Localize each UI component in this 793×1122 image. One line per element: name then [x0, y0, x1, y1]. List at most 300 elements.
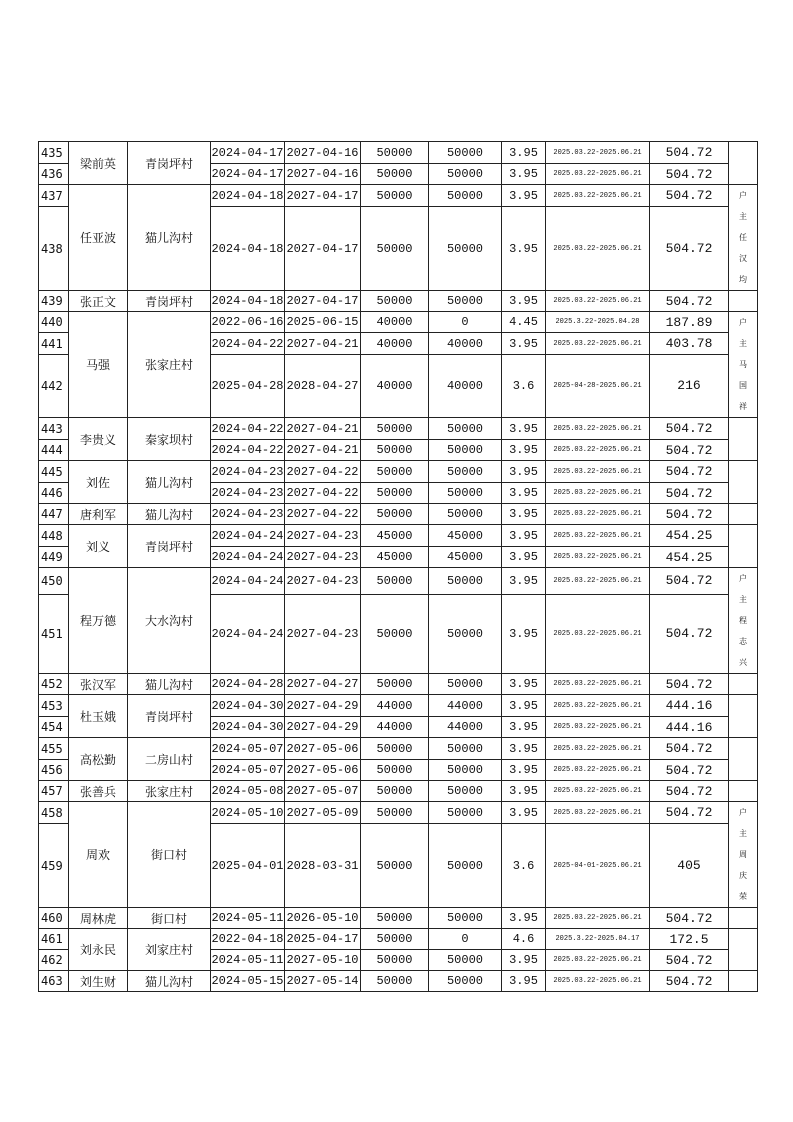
remark-char: 主 — [739, 212, 747, 221]
loan-amount-cell: 50000 — [361, 674, 429, 695]
end-date-cell: 2027-04-17 — [285, 207, 361, 291]
loan-amount-cell: 50000 — [361, 594, 429, 673]
end-date-cell: 2027-04-27 — [285, 674, 361, 695]
row-number-cell: 444 — [39, 440, 69, 461]
balance-cell: 0 — [429, 929, 502, 950]
remark-char: 周 — [739, 850, 747, 859]
end-date-cell: 2027-04-21 — [285, 333, 361, 354]
interest-amount-cell: 504.72 — [650, 594, 729, 673]
rate-cell: 3.95 — [502, 504, 546, 525]
rate-cell: 3.95 — [502, 781, 546, 802]
end-date-cell: 2027-04-22 — [285, 483, 361, 504]
start-date-cell: 2024-04-22 — [211, 440, 285, 461]
interest-period-cell: 2025.03.22-2025.06.21 — [546, 504, 650, 525]
remark-char: 户 — [739, 574, 747, 583]
rate-cell: 3.95 — [502, 738, 546, 760]
rate-cell: 3.95 — [502, 333, 546, 354]
interest-amount-cell: 403.78 — [650, 333, 729, 354]
village-cell: 青岗坪村 — [128, 142, 211, 185]
table-row — [39, 802, 758, 824]
remark-char: 户 — [739, 318, 747, 327]
start-date-cell: 2024-04-28 — [211, 674, 285, 695]
rate-cell: 3.95 — [502, 547, 546, 568]
start-date-cell: 2024-05-10 — [211, 802, 285, 824]
rate-cell: 3.95 — [502, 483, 546, 504]
village-cell: 猫儿沟村 — [128, 674, 211, 695]
start-date-cell: 2024-04-18 — [211, 291, 285, 312]
village-cell: 青岗坪村 — [128, 291, 211, 312]
table-row — [39, 695, 758, 717]
rate-cell: 3.95 — [502, 760, 546, 781]
balance-cell: 44000 — [429, 717, 502, 738]
village-cell: 秦家坝村 — [128, 418, 211, 461]
balance-cell: 50000 — [429, 461, 502, 483]
row-number-cell: 452 — [39, 674, 69, 695]
loan-amount-cell: 50000 — [361, 440, 429, 461]
row-number-cell: 457 — [39, 781, 69, 802]
end-date-cell: 2027-04-23 — [285, 568, 361, 595]
remark-char: 主 — [739, 339, 747, 348]
interest-period-cell: 2025.03.22-2025.06.21 — [546, 568, 650, 595]
interest-amount-cell: 504.72 — [650, 802, 729, 824]
table-row — [39, 971, 758, 992]
remark-cell — [729, 418, 758, 461]
interest-period-cell: 2025.03.22-2025.06.21 — [546, 781, 650, 802]
interest-period-cell: 2025.03.22-2025.06.21 — [546, 333, 650, 354]
interest-amount-cell: 444.16 — [650, 695, 729, 717]
interest-amount-cell: 504.72 — [650, 418, 729, 440]
interest-period-cell: 2025.03.22-2025.06.21 — [546, 547, 650, 568]
balance-cell: 45000 — [429, 547, 502, 568]
interest-period-cell: 2025.03.22-2025.06.21 — [546, 164, 650, 185]
interest-amount-cell: 504.72 — [650, 504, 729, 525]
loan-amount-cell: 50000 — [361, 568, 429, 595]
balance-cell: 50000 — [429, 824, 502, 908]
end-date-cell: 2028-04-27 — [285, 354, 361, 417]
end-date-cell: 2027-04-16 — [285, 164, 361, 185]
remark-char: 户 — [739, 191, 747, 200]
remark-cell — [729, 185, 758, 291]
balance-cell: 50000 — [429, 950, 502, 971]
end-date-cell: 2027-04-29 — [285, 717, 361, 738]
rate-cell: 4.6 — [502, 929, 546, 950]
village-cell: 街口村 — [128, 908, 211, 929]
start-date-cell: 2024-04-17 — [211, 164, 285, 185]
village-cell: 刘家庄村 — [128, 929, 211, 971]
start-date-cell: 2024-04-30 — [211, 717, 285, 738]
start-date-cell: 2024-04-24 — [211, 594, 285, 673]
remark-char: 任 — [739, 233, 747, 242]
interest-amount-cell: 504.72 — [650, 291, 729, 312]
loan-amount-cell: 50000 — [361, 781, 429, 802]
balance-cell: 44000 — [429, 695, 502, 717]
interest-amount-cell: 504.72 — [650, 440, 729, 461]
start-date-cell: 2024-04-23 — [211, 483, 285, 504]
interest-amount-cell: 504.72 — [650, 781, 729, 802]
balance-cell: 50000 — [429, 802, 502, 824]
interest-amount-cell: 504.72 — [650, 461, 729, 483]
interest-period-cell: 2025.03.22-2025.06.21 — [546, 950, 650, 971]
start-date-cell: 2024-04-17 — [211, 142, 285, 164]
balance-cell: 40000 — [429, 354, 502, 417]
remark-char: 程 — [739, 616, 747, 625]
table-row — [39, 568, 758, 595]
row-number-cell: 442 — [39, 354, 69, 417]
start-date-cell: 2024-05-11 — [211, 908, 285, 929]
remark-cell — [729, 142, 758, 185]
start-date-cell: 2024-04-18 — [211, 185, 285, 207]
interest-period-cell: 2025.3.22-2025.04.28 — [546, 312, 650, 333]
row-number-cell: 449 — [39, 547, 69, 568]
row-number-cell: 445 — [39, 461, 69, 483]
interest-period-cell: 2025.03.22-2025.06.21 — [546, 695, 650, 717]
end-date-cell: 2027-05-06 — [285, 760, 361, 781]
interest-period-cell: 2025.03.22-2025.06.21 — [546, 760, 650, 781]
interest-period-cell: 2025.03.22-2025.06.21 — [546, 291, 650, 312]
row-number-cell: 448 — [39, 525, 69, 547]
balance-cell: 50000 — [429, 760, 502, 781]
end-date-cell: 2027-04-22 — [285, 504, 361, 525]
loan-amount-cell: 50000 — [361, 824, 429, 908]
end-date-cell: 2027-04-17 — [285, 185, 361, 207]
row-number-cell: 435 — [39, 142, 69, 164]
end-date-cell: 2027-04-23 — [285, 525, 361, 547]
borrower-name-cell: 唐利军 — [69, 504, 128, 525]
rate-cell: 3.95 — [502, 461, 546, 483]
rate-cell: 3.6 — [502, 354, 546, 417]
table-row — [39, 291, 758, 312]
start-date-cell: 2024-04-24 — [211, 547, 285, 568]
interest-period-cell: 2025-04-01-2025.06.21 — [546, 824, 650, 908]
balance-cell: 50000 — [429, 207, 502, 291]
loan-amount-cell: 50000 — [361, 164, 429, 185]
remark-cell — [729, 695, 758, 738]
balance-cell: 50000 — [429, 418, 502, 440]
remark-char: 马 — [739, 360, 747, 369]
borrower-name-cell: 张正文 — [69, 291, 128, 312]
interest-amount-cell: 187.89 — [650, 312, 729, 333]
balance-cell: 50000 — [429, 483, 502, 504]
remark-char: 荣 — [739, 892, 747, 901]
table-row — [39, 525, 758, 547]
loan-amount-cell: 50000 — [361, 802, 429, 824]
table-row — [39, 504, 758, 525]
loan-amount-cell: 50000 — [361, 291, 429, 312]
start-date-cell: 2024-04-22 — [211, 418, 285, 440]
loan-amount-cell: 44000 — [361, 717, 429, 738]
start-date-cell: 2022-06-16 — [211, 312, 285, 333]
remark-cell — [729, 929, 758, 971]
row-number-cell: 440 — [39, 312, 69, 333]
borrower-name-cell: 梁前英 — [69, 142, 128, 185]
loan-amount-cell: 45000 — [361, 547, 429, 568]
end-date-cell: 2027-05-10 — [285, 950, 361, 971]
balance-cell: 45000 — [429, 525, 502, 547]
table-row — [39, 908, 758, 929]
end-date-cell: 2027-04-29 — [285, 695, 361, 717]
loan-amount-cell: 40000 — [361, 333, 429, 354]
row-number-cell: 458 — [39, 802, 69, 824]
row-number-cell: 459 — [39, 824, 69, 908]
rate-cell: 3.95 — [502, 802, 546, 824]
loan-amount-cell: 50000 — [361, 185, 429, 207]
interest-amount-cell: 172.5 — [650, 929, 729, 950]
borrower-name-cell: 刘永民 — [69, 929, 128, 971]
interest-period-cell: 2025.03.22-2025.06.21 — [546, 418, 650, 440]
village-cell: 猫儿沟村 — [128, 185, 211, 291]
start-date-cell: 2024-04-24 — [211, 568, 285, 595]
loan-amount-cell: 50000 — [361, 738, 429, 760]
remark-cell — [729, 525, 758, 568]
balance-cell: 50000 — [429, 291, 502, 312]
rate-cell: 3.95 — [502, 568, 546, 595]
rate-cell: 3.95 — [502, 695, 546, 717]
interest-amount-cell: 504.72 — [650, 185, 729, 207]
rate-cell: 4.45 — [502, 312, 546, 333]
end-date-cell: 2027-05-09 — [285, 802, 361, 824]
row-number-cell: 460 — [39, 908, 69, 929]
remark-cell — [729, 908, 758, 929]
rate-cell: 3.95 — [502, 164, 546, 185]
loan-amount-cell: 50000 — [361, 142, 429, 164]
rate-cell: 3.95 — [502, 717, 546, 738]
interest-period-cell: 2025.03.22-2025.06.21 — [546, 525, 650, 547]
remark-char: 志 — [739, 637, 747, 646]
remark-cell — [729, 312, 758, 418]
table-row — [39, 781, 758, 802]
end-date-cell: 2027-04-21 — [285, 440, 361, 461]
start-date-cell: 2024-04-24 — [211, 525, 285, 547]
loan-amount-cell: 50000 — [361, 929, 429, 950]
interest-period-cell: 2025.03.22-2025.06.21 — [546, 207, 650, 291]
borrower-name-cell: 马强 — [69, 312, 128, 418]
end-date-cell: 2027-04-21 — [285, 418, 361, 440]
row-number-cell: 437 — [39, 185, 69, 207]
start-date-cell: 2025-04-28 — [211, 354, 285, 417]
end-date-cell: 2028-03-31 — [285, 824, 361, 908]
loan-amount-cell: 50000 — [361, 760, 429, 781]
interest-period-cell: 2025.03.22-2025.06.21 — [546, 802, 650, 824]
interest-amount-cell: 504.72 — [650, 483, 729, 504]
borrower-name-cell: 李贵义 — [69, 418, 128, 461]
remark-char: 主 — [739, 829, 747, 838]
interest-amount-cell: 504.72 — [650, 908, 729, 929]
interest-period-cell: 2025.03.22-2025.06.21 — [546, 440, 650, 461]
loan-amount-cell: 50000 — [361, 504, 429, 525]
rate-cell: 3.95 — [502, 950, 546, 971]
loan-amount-cell: 50000 — [361, 908, 429, 929]
end-date-cell: 2027-05-14 — [285, 971, 361, 992]
interest-amount-cell: 454.25 — [650, 547, 729, 568]
interest-amount-cell: 504.72 — [650, 568, 729, 595]
interest-amount-cell: 504.72 — [650, 950, 729, 971]
start-date-cell: 2024-04-23 — [211, 504, 285, 525]
interest-amount-cell: 504.72 — [650, 738, 729, 760]
row-number-cell: 455 — [39, 738, 69, 760]
loan-amount-cell: 50000 — [361, 950, 429, 971]
table-row — [39, 418, 758, 440]
remark-char: 庆 — [739, 871, 747, 880]
row-number-cell: 441 — [39, 333, 69, 354]
loan-amount-cell: 50000 — [361, 483, 429, 504]
interest-period-cell: 2025.03.22-2025.06.21 — [546, 908, 650, 929]
village-cell: 猫儿沟村 — [128, 461, 211, 504]
village-cell: 猫儿沟村 — [128, 504, 211, 525]
row-number-cell: 453 — [39, 695, 69, 717]
rate-cell: 3.95 — [502, 525, 546, 547]
end-date-cell: 2026-05-10 — [285, 908, 361, 929]
end-date-cell: 2027-04-22 — [285, 461, 361, 483]
interest-amount-cell: 504.72 — [650, 760, 729, 781]
remark-char: 国 — [739, 381, 747, 390]
row-number-cell: 439 — [39, 291, 69, 312]
interest-period-cell: 2025.03.22-2025.06.21 — [546, 674, 650, 695]
rate-cell: 3.95 — [502, 207, 546, 291]
start-date-cell: 2022-04-18 — [211, 929, 285, 950]
balance-cell: 50000 — [429, 781, 502, 802]
row-number-cell: 463 — [39, 971, 69, 992]
start-date-cell: 2024-05-11 — [211, 950, 285, 971]
village-cell: 青岗坪村 — [128, 525, 211, 568]
start-date-cell: 2025-04-01 — [211, 824, 285, 908]
end-date-cell: 2027-04-23 — [285, 547, 361, 568]
remark-cell — [729, 971, 758, 992]
remark-char: 兴 — [739, 658, 747, 667]
end-date-cell: 2025-04-17 — [285, 929, 361, 950]
loan-amount-cell: 50000 — [361, 418, 429, 440]
remark-cell — [729, 802, 758, 908]
loan-amount-cell: 45000 — [361, 525, 429, 547]
row-number-cell: 446 — [39, 483, 69, 504]
loan-amount-cell: 50000 — [361, 207, 429, 291]
interest-amount-cell: 216 — [650, 354, 729, 417]
remark-cell — [729, 568, 758, 674]
remark-cell — [729, 291, 758, 312]
row-number-cell: 443 — [39, 418, 69, 440]
interest-amount-cell: 405 — [650, 824, 729, 908]
start-date-cell: 2024-05-15 — [211, 971, 285, 992]
interest-period-cell: 2025.03.22-2025.06.21 — [546, 142, 650, 164]
village-cell: 街口村 — [128, 802, 211, 908]
interest-amount-cell: 444.16 — [650, 717, 729, 738]
row-number-cell: 450 — [39, 568, 69, 595]
borrower-name-cell: 刘义 — [69, 525, 128, 568]
loan-amount-cell: 50000 — [361, 971, 429, 992]
village-cell: 张家庄村 — [128, 312, 211, 418]
balance-cell: 50000 — [429, 971, 502, 992]
interest-period-cell: 2025.03.22-2025.06.21 — [546, 483, 650, 504]
remark-cell — [729, 738, 758, 781]
start-date-cell: 2024-04-30 — [211, 695, 285, 717]
borrower-name-cell: 高松勤 — [69, 738, 128, 781]
end-date-cell: 2027-04-17 — [285, 291, 361, 312]
balance-cell: 50000 — [429, 568, 502, 595]
remark-cell — [729, 504, 758, 525]
borrower-name-cell: 张汉军 — [69, 674, 128, 695]
village-cell: 猫儿沟村 — [128, 971, 211, 992]
village-cell: 二房山村 — [128, 738, 211, 781]
row-number-cell: 461 — [39, 929, 69, 950]
village-cell: 张家庄村 — [128, 781, 211, 802]
interest-period-cell: 2025.03.22-2025.06.21 — [546, 185, 650, 207]
table-row — [39, 312, 758, 333]
table-row — [39, 674, 758, 695]
interest-period-cell: 2025.03.22-2025.06.21 — [546, 717, 650, 738]
balance-cell: 50000 — [429, 440, 502, 461]
remark-char: 户 — [739, 808, 747, 817]
balance-cell: 50000 — [429, 164, 502, 185]
end-date-cell: 2027-05-06 — [285, 738, 361, 760]
borrower-name-cell: 杜玉娥 — [69, 695, 128, 738]
remark-char: 祥 — [739, 402, 747, 411]
table-row — [39, 142, 758, 164]
balance-cell: 0 — [429, 312, 502, 333]
balance-cell: 40000 — [429, 333, 502, 354]
interest-amount-cell: 504.72 — [650, 207, 729, 291]
balance-cell: 50000 — [429, 674, 502, 695]
balance-cell: 50000 — [429, 594, 502, 673]
rate-cell: 3.95 — [502, 594, 546, 673]
end-date-cell: 2027-05-07 — [285, 781, 361, 802]
borrower-name-cell: 任亚波 — [69, 185, 128, 291]
interest-amount-cell: 504.72 — [650, 674, 729, 695]
interest-amount-cell: 454.25 — [650, 525, 729, 547]
balance-cell: 50000 — [429, 908, 502, 929]
rate-cell: 3.6 — [502, 824, 546, 908]
loan-amount-cell: 40000 — [361, 354, 429, 417]
remark-cell — [729, 781, 758, 802]
village-cell: 大水沟村 — [128, 568, 211, 674]
loan-amount-cell: 40000 — [361, 312, 429, 333]
start-date-cell: 2024-04-22 — [211, 333, 285, 354]
remark-cell — [729, 461, 758, 504]
interest-period-cell: 2025.3.22-2025.04.17 — [546, 929, 650, 950]
rate-cell: 3.95 — [502, 440, 546, 461]
remark-cell — [729, 674, 758, 695]
row-number-cell: 447 — [39, 504, 69, 525]
end-date-cell: 2027-04-23 — [285, 594, 361, 673]
table-row — [39, 929, 758, 950]
balance-cell: 50000 — [429, 185, 502, 207]
balance-cell: 50000 — [429, 504, 502, 525]
interest-period-cell: 2025.03.22-2025.06.21 — [546, 738, 650, 760]
end-date-cell: 2027-04-16 — [285, 142, 361, 164]
borrower-name-cell: 周欢 — [69, 802, 128, 908]
interest-period-cell: 2025.03.22-2025.06.21 — [546, 594, 650, 673]
loan-interest-table — [38, 141, 758, 992]
interest-period-cell: 2025-04-28-2025.06.21 — [546, 354, 650, 417]
borrower-name-cell: 张善兵 — [69, 781, 128, 802]
balance-cell: 50000 — [429, 738, 502, 760]
rate-cell: 3.95 — [502, 185, 546, 207]
start-date-cell: 2024-05-08 — [211, 781, 285, 802]
start-date-cell: 2024-04-23 — [211, 461, 285, 483]
table-row — [39, 738, 758, 760]
remark-char: 汉 — [739, 254, 747, 263]
end-date-cell: 2025-06-15 — [285, 312, 361, 333]
interest-amount-cell: 504.72 — [650, 971, 729, 992]
borrower-name-cell: 刘生财 — [69, 971, 128, 992]
row-number-cell: 456 — [39, 760, 69, 781]
row-number-cell: 454 — [39, 717, 69, 738]
interest-period-cell: 2025.03.22-2025.06.21 — [546, 461, 650, 483]
start-date-cell: 2024-05-07 — [211, 760, 285, 781]
row-number-cell: 436 — [39, 164, 69, 185]
rate-cell: 3.95 — [502, 971, 546, 992]
table-row — [39, 461, 758, 483]
interest-amount-cell: 504.72 — [650, 142, 729, 164]
row-number-cell: 451 — [39, 594, 69, 673]
